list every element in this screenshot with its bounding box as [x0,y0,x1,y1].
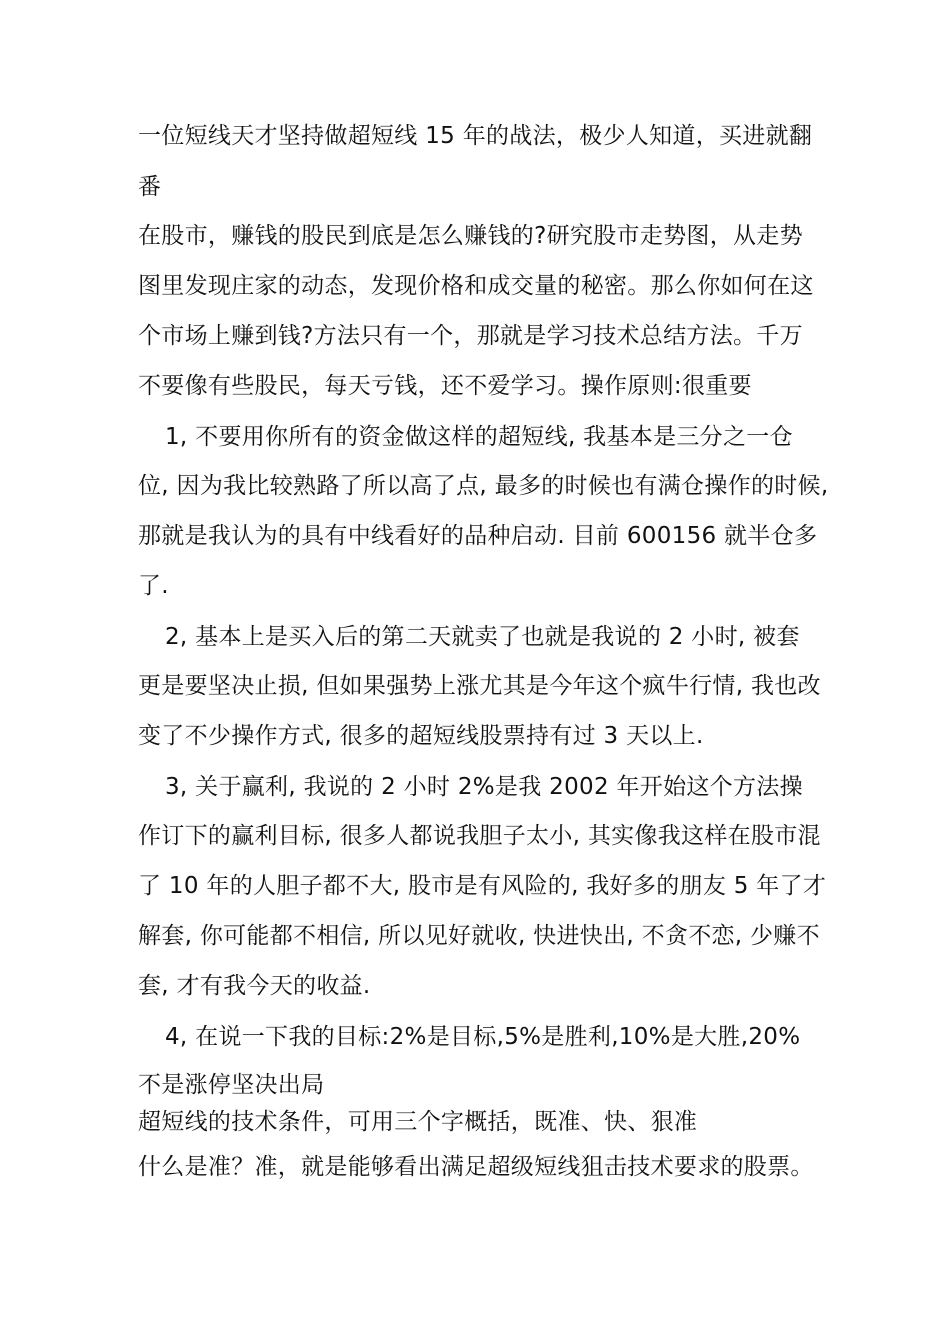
closing-line-1: 超短线的技术条件，可用三个字概括，既准、快、狠准 [138,1109,698,1135]
point4-line-2: 不是涨停坚决出局 [138,1072,325,1098]
point1-line-4: 了. [138,573,169,599]
title-line-2: 番 [138,174,162,200]
closing-line-2: 什么是准？准，就是能够看出满足超级短线狙击技术要求的股票。 [138,1154,814,1180]
point2-line-2: 更是要坚决止损, 但如果强势上涨尤其是今年这个疯牛行情, 我也改 [138,673,821,699]
intro-line-3: 个市场上赚到钱?方法只有一个，那就是学习技术总结方法。千万 [138,323,803,349]
point3-line-1: 3, 关于赢利, 我说的 2 小时 2%是我 2002 年开始这个方法操 [165,774,803,800]
point3-line-2: 作订下的赢利目标, 很多人都说我胆子太小, 其实像我这样在股市混 [138,823,821,849]
point4-line-1: 4, 在说一下我的目标:2%是目标,5%是胜利,10%是大胜,20% [165,1024,801,1050]
point1-line-2: 位, 因为我比较熟路了所以高了点, 最多的时候也有满仓操作的时候, [138,473,829,499]
intro-line-1: 在股市，赚钱的股民到底是怎么赚钱的?研究股市走势图，从走势 [138,223,803,249]
point1-line-3: 那就是我认为的具有中线看好的品种启动. 目前 600156 就半仓多 [138,523,818,549]
point2-line-1: 2, 基本上是买入后的第二天就卖了也就是我说的 2 小时, 被套 [165,624,800,650]
point3-line-5: 套, 才有我今天的收益. [138,973,371,999]
intro-line-2: 图里发现庄家的动态，发现价格和成交量的秘密。那么你如何在这 [138,273,814,299]
point3-line-3: 了 10 年的人胆子都不大, 股市是有风险的, 我好多的朋友 5 年了才 [138,873,827,899]
point3-line-4: 解套, 你可能都不相信, 所以见好就收, 快进快出, 不贪不恋, 少赚不 [138,923,820,949]
point2-line-3: 变了不少操作方式, 很多的超短线股票持有过 3 天以上. [138,723,704,749]
intro-line-4: 不要像有些股民，每天亏钱，还不爱学习。操作原则:很重要 [138,373,752,399]
title-line-1: 一位短线天才坚持做超短线 15 年的战法，极少人知道，买进就翻 [138,123,813,149]
point1-line-1: 1, 不要用你所有的资金做这样的超短线, 我基本是三分之一仓 [165,424,793,450]
